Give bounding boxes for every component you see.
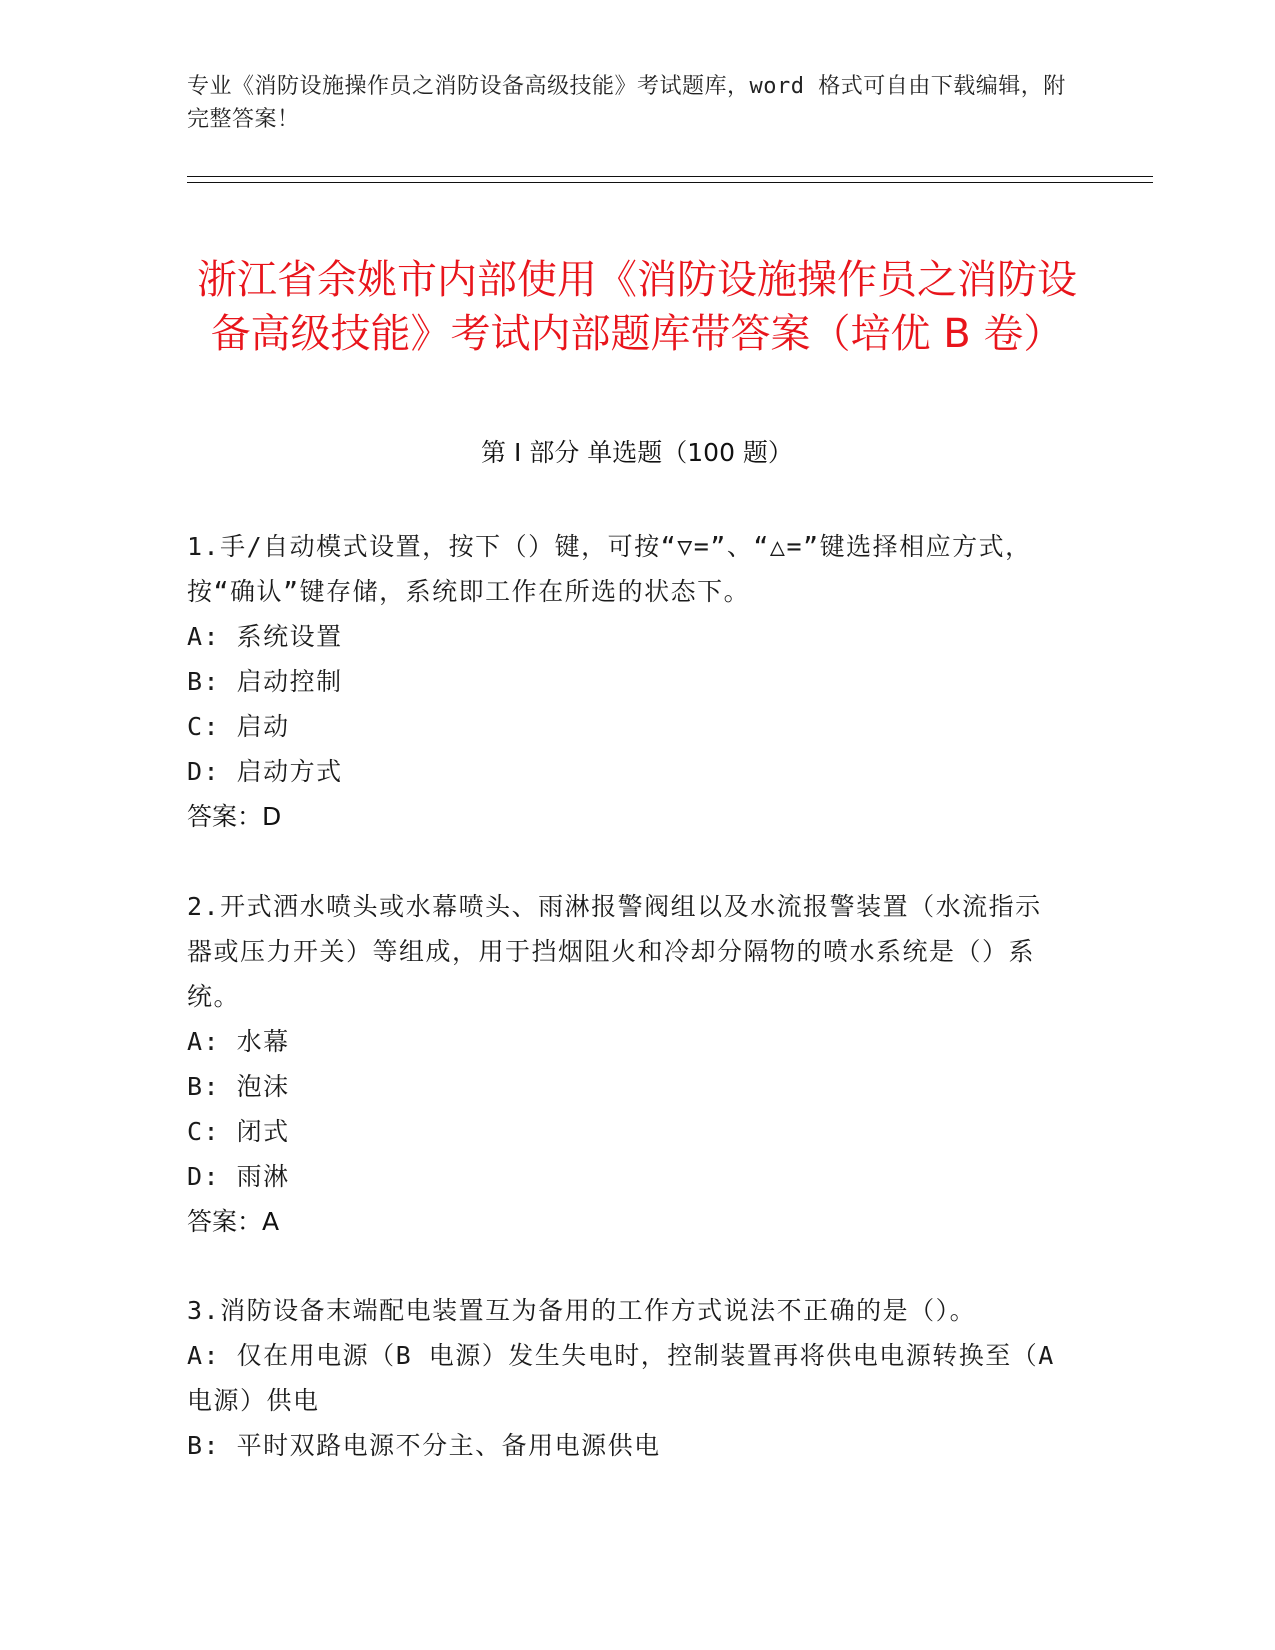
- question-stem: 3.消防设备末端配电装置互为备用的工作方式说法不正确的是（）。: [187, 1296, 977, 1325]
- option-d: D: 雨淋: [187, 1162, 290, 1191]
- document-header-note: 专业《消防设施操作员之消防设备高级技能》考试题库，word 格式可自由下载编辑，附完整答案！: [187, 74, 1066, 132]
- section-title: 第 I 部分 单选题（100 题）: [481, 438, 793, 467]
- option-a: A: 系统设置: [187, 622, 343, 651]
- option-c: C: 启动: [187, 712, 290, 741]
- answer: 答案：A: [187, 1207, 280, 1236]
- option-b: B: 启动控制: [187, 667, 343, 696]
- question-stem: 1.手/自动模式设置，按下（）键，可按“▽=”、“△=”键选择相应方式，按“确认”键存储，系统即工作在所选的状态下。: [187, 532, 1032, 606]
- question-stem: 2.开式洒水喷头或水幕喷头、雨淋报警阀组以及水流报警装置（水流指示器或压力开关）等组成，用于挡烟阻火和冷却分隔物的喷水系统是（）系统。: [187, 892, 1042, 1011]
- option-b: B: 泡沫: [187, 1072, 290, 1101]
- option-c: C: 闭式: [187, 1117, 290, 1146]
- header-divider-top: [187, 176, 1153, 177]
- document-title: 浙江省余姚市内部使用《消防设施操作员之消防设备高级技能》考试内部题库带答案（培优 B 卷）: [197, 256, 1077, 357]
- question-2: [187, 884, 1067, 1244]
- header-divider-bottom: [187, 182, 1153, 183]
- option-b: B: 平时双路电源不分主、备用电源供电: [187, 1431, 661, 1460]
- option-a: A: 水幕: [187, 1027, 290, 1056]
- option-a: A: 仅在用电源（B 电源）发生失电时，控制装置再将供电电源转换至（A 电源）供电: [187, 1341, 1055, 1415]
- answer: 答案：D: [187, 802, 282, 831]
- question-1: [187, 524, 1067, 839]
- option-d: D: 启动方式: [187, 757, 343, 786]
- question-3: [187, 1288, 1067, 1468]
